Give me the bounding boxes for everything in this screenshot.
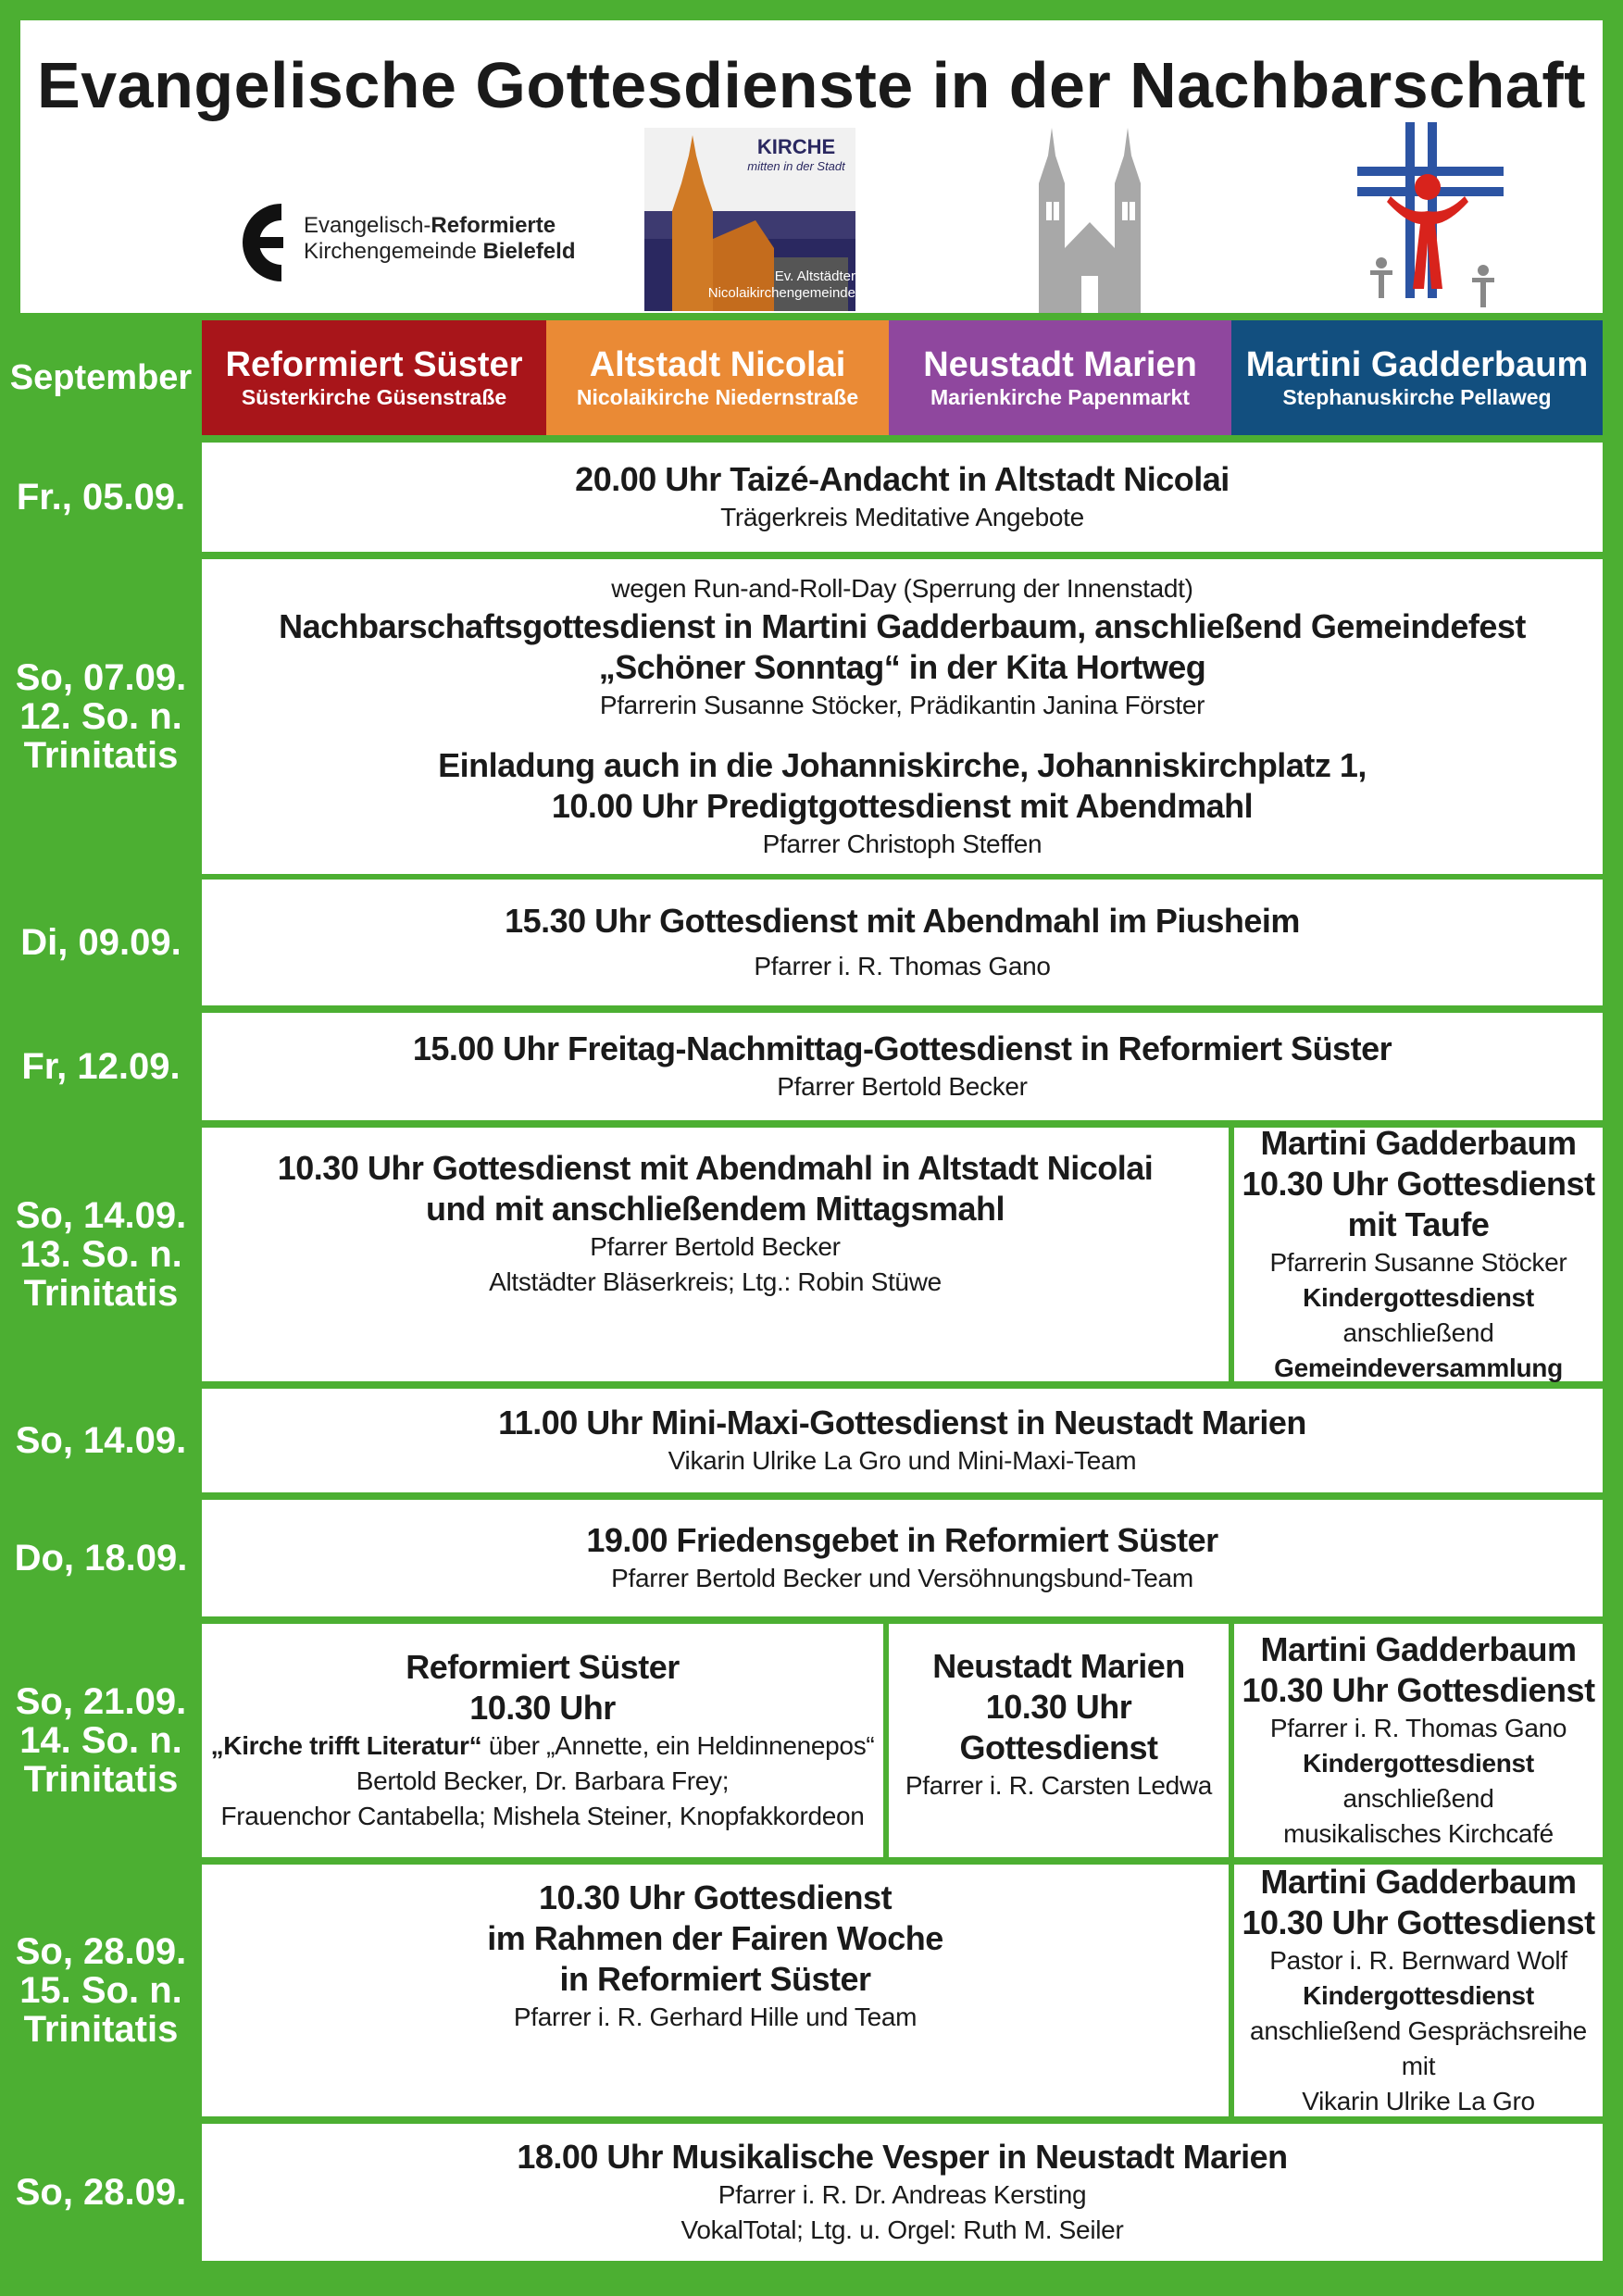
date-cell xyxy=(0,1128,202,1381)
event-title: 10.30 Uhr Gottesdienst mit Abendmahl in Altstadt Nicolai xyxy=(277,1149,1154,1187)
event-detail: anschließend Gesprächsreihe mit xyxy=(1250,2016,1587,2080)
event-detail: Vikarin Ulrike La Gro und Mini-Maxi-Team xyxy=(668,1446,1137,1475)
event-detail: über „Annette, ein Heldinnenepos“ xyxy=(481,1731,875,1760)
event-title: in Reformiert Süster xyxy=(559,1960,871,1998)
event-detail: Pfarrer Bertold Becker xyxy=(777,1072,1028,1101)
event-detail: Trägerkreis Meditative Angebote xyxy=(720,503,1084,531)
column-header-marien xyxy=(889,320,1231,435)
column-church: Süsterkirche Güsenstraße xyxy=(241,385,507,409)
event-detail: „Kirche trifft Literatur“ xyxy=(210,1731,482,1760)
column-name: Neustadt Marien xyxy=(923,345,1197,384)
date-cell xyxy=(0,559,202,874)
event-cell xyxy=(202,1500,1603,1616)
event-detail: VokalTotal; Ltg. u. Orgel: Ruth M. Seiler xyxy=(680,2215,1124,2244)
reformiert-logo xyxy=(235,196,587,289)
event-detail: Pfarrer Bertold Becker xyxy=(590,1232,841,1261)
cross-people-icon xyxy=(1354,122,1520,317)
event-cell xyxy=(202,880,1603,1005)
date-text: Di, 09.09. xyxy=(20,922,181,963)
event-note: wegen Run-and-Roll-Day (Sperrung der Innenstadt) xyxy=(611,574,1193,603)
event-cell xyxy=(202,443,1603,552)
date-text: Fr., 05.09. xyxy=(16,477,186,518)
event-detail: Pfarrer i. R. Gerhard Hille und Team xyxy=(513,2003,918,2031)
event-title: 10.00 Uhr Predigtgottesdienst mit Abendmahl xyxy=(551,787,1254,825)
page-title: Evangelische Gottesdienste in der Nachbarschaft xyxy=(37,49,1586,121)
event-title: 18.00 Uhr Musikalische Vesper in Neustadt Marien xyxy=(517,2138,1288,2176)
event-detail: Kindergottesdienst xyxy=(1303,1283,1534,1312)
month-label-text: September xyxy=(9,358,193,397)
event-detail: Bertold Becker, Dr. Barbara Frey; xyxy=(356,1766,730,1795)
logo-text: Ev. Altstädter xyxy=(774,268,855,284)
event-cell xyxy=(202,2124,1603,2261)
date-text: 12. So. n. xyxy=(19,696,182,737)
event-detail: Pfarrer Bertold Becker und Versöhnungsbund-Team xyxy=(611,1564,1193,1592)
event-detail: Altstädter Bläserkreis; Ltg.: Robin Stüwe xyxy=(489,1267,942,1296)
event-detail: Kindergottesdienst xyxy=(1303,1981,1534,2010)
event-cell xyxy=(202,1128,1229,1381)
date-text: Trinitatis xyxy=(23,1273,179,1314)
event-title: Einladung auch in die Johanniskirche, Johanniskirchplatz 1, xyxy=(438,746,1367,784)
event-detail: Pfarrer i. R. Carsten Ledwa xyxy=(905,1771,1213,1800)
month-label xyxy=(0,320,202,435)
date-cell xyxy=(0,1013,202,1120)
event-cell xyxy=(889,1624,1229,1857)
event-detail: Pfarrerin Susanne Stöcker xyxy=(1269,1248,1567,1277)
event-title: „Schöner Sonntag“ in der Kita Hortweg xyxy=(598,648,1206,686)
event-title: Neustadt Marien xyxy=(932,1647,1185,1685)
event-title: und mit anschließendem Mittagsmahl xyxy=(425,1190,1005,1228)
event-detail: Pfarrerin Susanne Stöcker, Prädikantin Janina Förster xyxy=(599,691,1205,719)
date-text: So, 14.09. xyxy=(15,1195,187,1236)
event-title: Martini Gadderbaum xyxy=(1260,1630,1577,1668)
event-detail: Frauenchor Cantabella; Mishela Steiner, Knopfakkordeon xyxy=(220,1802,865,1830)
event-title: Reformiert Süster xyxy=(406,1648,680,1686)
event-title: im Rahmen der Fairen Woche xyxy=(487,1919,943,1957)
column-name: Altstadt Nicolai xyxy=(589,345,846,384)
date-text: Fr, 12.09. xyxy=(21,1046,181,1087)
event-cell xyxy=(1234,1865,1603,2116)
date-cell xyxy=(0,2124,202,2261)
header-panel xyxy=(20,20,1603,313)
event-title: Martini Gadderbaum xyxy=(1260,1863,1577,1901)
event-title: 10.30 Uhr Gottesdienst xyxy=(959,1688,1158,1766)
event-cell xyxy=(202,1865,1229,2116)
event-detail: Vikarin Ulrike La Gro xyxy=(1302,2087,1535,2115)
event-cell xyxy=(202,559,1603,874)
logo-text: Reformierte xyxy=(431,213,556,238)
event-cell xyxy=(202,1013,1603,1120)
event-detail: anschließend xyxy=(1342,1784,1494,1813)
column-header-nicolai xyxy=(546,320,889,435)
event-cell xyxy=(202,1624,883,1857)
date-cell xyxy=(0,443,202,552)
date-text: So, 21.09. xyxy=(15,1681,187,1722)
logo-text: Bielefeld xyxy=(482,239,576,264)
event-title: 15.30 Uhr Gottesdienst mit Abendmahl im Piusheim xyxy=(505,902,1300,940)
event-cell xyxy=(1234,1124,1603,1382)
date-cell xyxy=(0,1500,202,1616)
date-text: So, 14.09. xyxy=(15,1420,187,1461)
logo-text: KIRCHE xyxy=(756,135,836,158)
event-title: 11.00 Uhr Mini-Maxi-Gottesdienst in Neustadt Marien xyxy=(498,1404,1306,1441)
reformiert-logo-icon xyxy=(235,196,291,289)
date-cell xyxy=(0,1865,202,2116)
nicolai-logo xyxy=(644,128,855,311)
event-cell xyxy=(202,1389,1603,1492)
event-detail: Pfarrer Christoph Steffen xyxy=(762,830,1042,858)
event-detail: anschließend xyxy=(1342,1318,1494,1347)
column-header-martini xyxy=(1231,320,1603,435)
event-title: 15.00 Uhr Freitag-Nachmittag-Gottesdienst in Reformiert Süster xyxy=(412,1029,1392,1067)
logo-text: Nicolaikirchengemeinde xyxy=(707,285,855,301)
event-title: mit Taufe xyxy=(1347,1205,1490,1243)
marien-towers-logo xyxy=(1030,109,1150,313)
event-title: 10.30 Uhr Gottesdienst xyxy=(1242,1903,1595,1941)
event-detail: musikalisches Kirchcafé xyxy=(1283,1819,1554,1848)
date-text: So, 07.09. xyxy=(15,657,187,698)
date-text: Trinitatis xyxy=(23,1759,179,1800)
date-cell xyxy=(0,880,202,1005)
event-title: 10.30 Uhr Gottesdienst xyxy=(1242,1165,1595,1203)
event-title: Martini Gadderbaum xyxy=(1260,1124,1577,1162)
column-name: Martini Gadderbaum xyxy=(1245,345,1589,384)
martini-logo xyxy=(1354,122,1520,317)
date-text: Trinitatis xyxy=(23,735,179,776)
event-detail: Pfarrer i. R. Dr. Andreas Kersting xyxy=(718,2180,1087,2209)
event-title: 10.30 Uhr xyxy=(469,1689,616,1727)
event-title: 20.00 Uhr Taizé-Andacht in Altstadt Nicolai xyxy=(575,460,1230,498)
event-detail: Pfarrer i. R. Thomas Gano xyxy=(754,952,1051,980)
date-text: 13. So. n. xyxy=(19,1234,182,1275)
event-title: Nachbarschaftsgottesdienst in Martini Gadderbaum, anschließend Gemeindefest xyxy=(279,607,1526,645)
event-detail: Pastor i. R. Bernward Wolf xyxy=(1269,1946,1567,1975)
date-text: 15. So. n. xyxy=(19,1970,182,2011)
date-cell xyxy=(0,1389,202,1492)
event-detail: Pfarrer i. R. Thomas Gano xyxy=(1269,1714,1567,1742)
date-text: Do, 18.09. xyxy=(14,1538,188,1578)
church-towers-icon xyxy=(1030,109,1150,313)
event-cell xyxy=(1234,1624,1603,1857)
column-church: Marienkirche Papenmarkt xyxy=(930,385,1190,409)
column-header-reformiert xyxy=(202,320,546,435)
event-title: 19.00 Friedensgebet in Reformiert Süster xyxy=(586,1521,1218,1559)
logo-text: Evangelisch- xyxy=(304,213,431,238)
event-detail: Gemeindeversammlung xyxy=(1274,1354,1563,1382)
date-text: Trinitatis xyxy=(23,2009,179,2050)
logo-text: Kirchengemeinde xyxy=(304,239,483,264)
column-church: Stephanuskirche Pellaweg xyxy=(1282,385,1552,409)
event-title: 10.30 Uhr Gottesdienst xyxy=(1242,1671,1595,1709)
event-detail: Kindergottesdienst xyxy=(1303,1749,1534,1778)
logo-text: mitten in der Stadt xyxy=(747,159,845,173)
column-name: Reformiert Süster xyxy=(225,345,523,384)
column-church: Nicolaikirche Niedernstraße xyxy=(576,385,859,409)
date-text: So, 28.09. xyxy=(15,2172,187,2213)
date-cell xyxy=(0,1624,202,1857)
event-title: 10.30 Uhr Gottesdienst xyxy=(538,1878,893,1916)
date-text: So, 28.09. xyxy=(15,1931,187,1972)
date-text: 14. So. n. xyxy=(19,1720,182,1761)
